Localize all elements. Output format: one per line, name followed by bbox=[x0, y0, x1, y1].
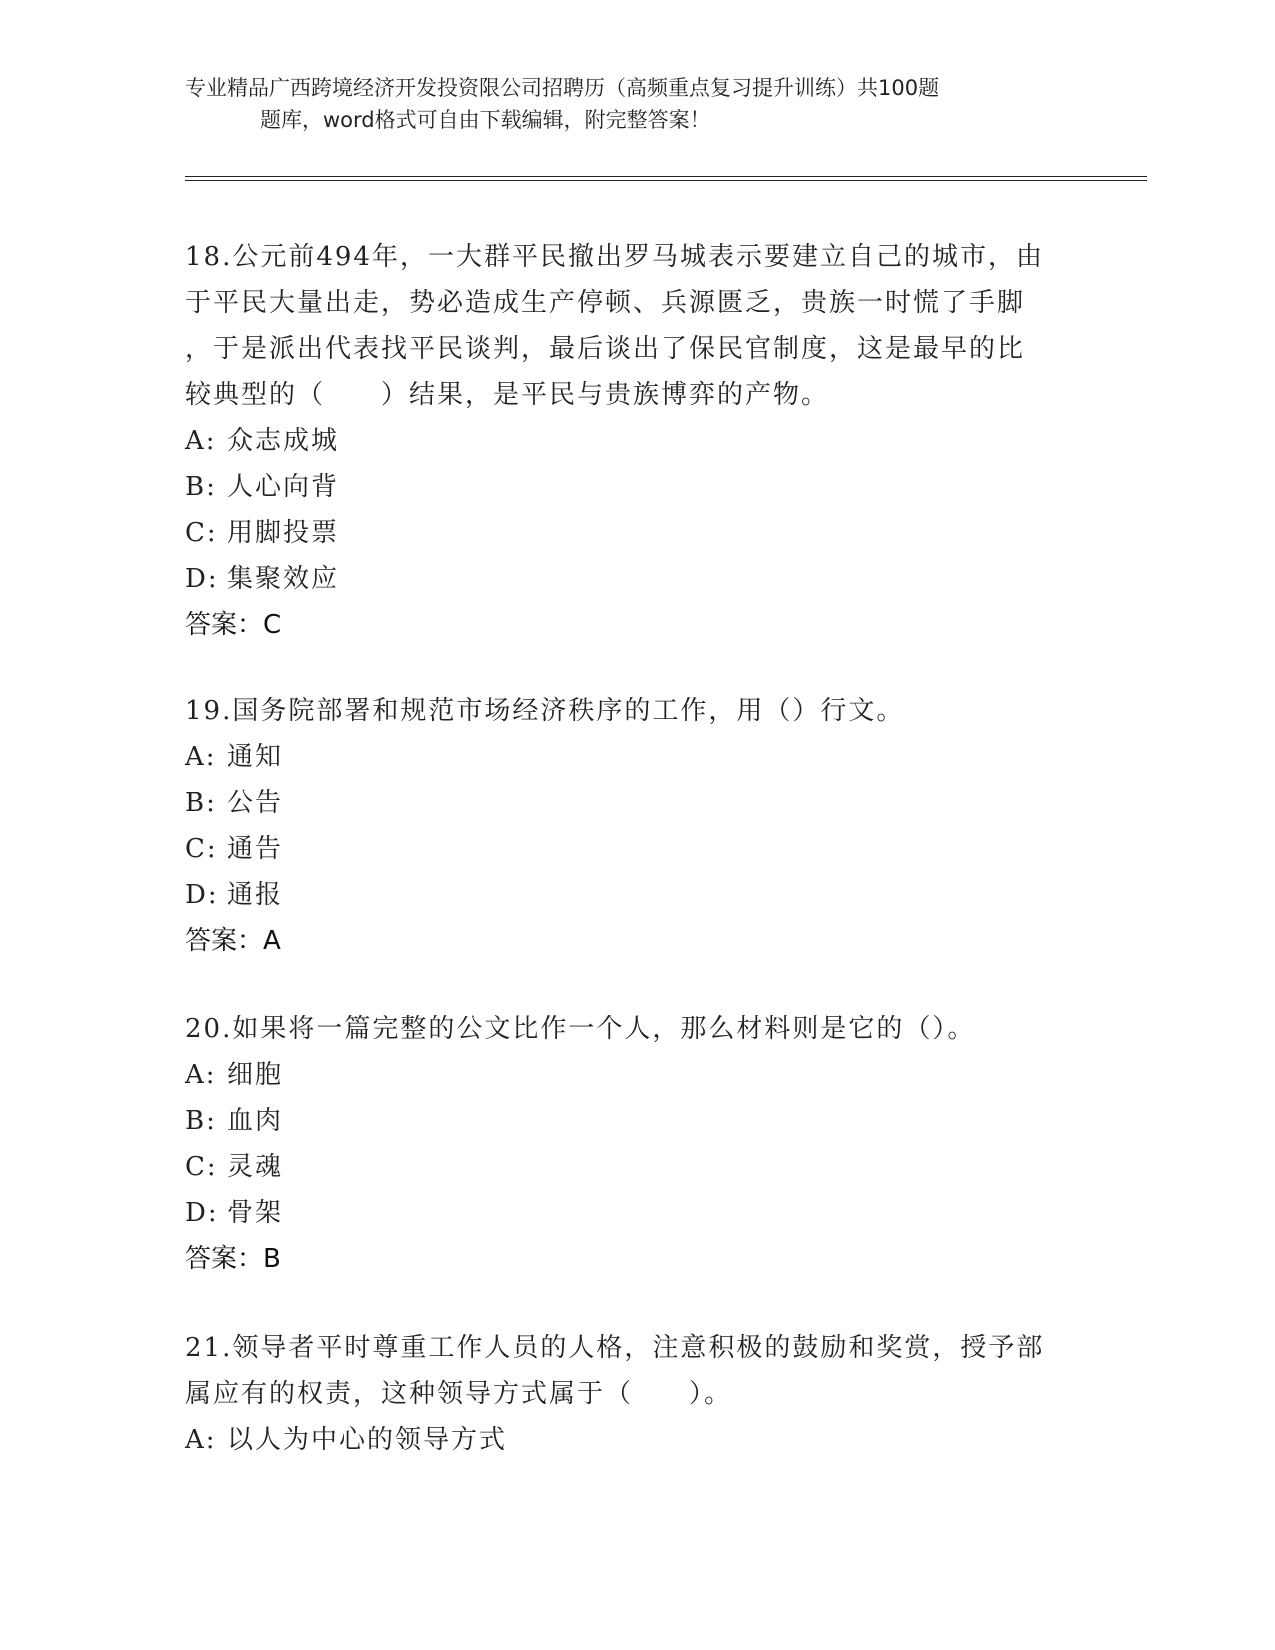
option-key: C: bbox=[185, 834, 218, 864]
option-b bbox=[185, 464, 1065, 510]
option-a bbox=[185, 418, 1065, 464]
option-c bbox=[185, 826, 1065, 872]
option-d bbox=[185, 556, 1065, 602]
option-text: 公告 bbox=[227, 788, 284, 818]
option-key: D: bbox=[185, 880, 219, 910]
option-text: 集聚效应 bbox=[227, 564, 340, 594]
question-stem-line: 较典型的（ ）结果，是平民与贵族博弈的产物。 bbox=[185, 380, 830, 410]
question-stem-line: 21.领导者平时尊重工作人员的人格，注意积极的鼓励和奖赏，授予部 bbox=[185, 1333, 1045, 1363]
option-key: A: bbox=[185, 1060, 217, 1090]
option-text: 以人为中心的领导方式 bbox=[227, 1425, 508, 1455]
option-c bbox=[185, 1144, 1065, 1190]
question-stem-line: 于平民大量出走，势必造成生产停顿、兵源匮乏，贵族一时慌了手脚 bbox=[185, 288, 1026, 318]
option-text: 人心向背 bbox=[227, 472, 340, 502]
option-key: C: bbox=[185, 1152, 218, 1182]
option-key: B: bbox=[185, 788, 217, 818]
answer-label: 答案：B bbox=[185, 1244, 281, 1274]
option-key: B: bbox=[185, 472, 217, 502]
option-text: 血肉 bbox=[227, 1106, 284, 1136]
question-19 bbox=[185, 688, 1065, 964]
question-stem-line: 19.国务院部署和规范市场经济秩序的工作，用（）行文。 bbox=[185, 696, 905, 726]
option-text: 灵魂 bbox=[227, 1152, 284, 1182]
option-key: A: bbox=[185, 742, 217, 772]
header-title-line-2: 题库，word格式可自由下载编辑，附完整答案！ bbox=[260, 108, 711, 132]
option-a bbox=[185, 734, 1065, 780]
document-header bbox=[185, 72, 1085, 136]
option-b bbox=[185, 1098, 1065, 1144]
option-text: 通知 bbox=[227, 742, 284, 772]
option-key: D: bbox=[185, 1198, 219, 1228]
option-key: C: bbox=[185, 518, 218, 548]
option-text: 骨架 bbox=[227, 1198, 284, 1228]
option-b bbox=[185, 780, 1065, 826]
header-divider-bottom bbox=[185, 180, 1147, 181]
option-key: B: bbox=[185, 1106, 217, 1136]
option-text: 通告 bbox=[227, 834, 284, 864]
option-key: A: bbox=[185, 426, 217, 456]
option-d bbox=[185, 1190, 1065, 1236]
option-text: 细胞 bbox=[227, 1060, 284, 1090]
option-text: 通报 bbox=[227, 880, 284, 910]
option-text: 众志成城 bbox=[227, 426, 340, 456]
question-20 bbox=[185, 1006, 1065, 1282]
question-stem-line: 18.公元前494年，一大群平民撤出罗马城表示要建立自己的城市，由 bbox=[185, 242, 1044, 272]
option-text: 用脚投票 bbox=[227, 518, 340, 548]
answer-label: 答案：A bbox=[185, 926, 281, 956]
answer-label: 答案：C bbox=[185, 610, 282, 640]
header-divider-top bbox=[185, 176, 1147, 177]
option-a bbox=[185, 1052, 1065, 1098]
question-stem-line: ，于是派出代表找平民谈判，最后谈出了保民官制度，这是最早的比 bbox=[185, 334, 1026, 364]
option-key: A: bbox=[185, 1425, 217, 1455]
option-d bbox=[185, 872, 1065, 918]
question-18 bbox=[185, 234, 1065, 648]
header-title-line-1: 专业精品广西跨境经济开发投资限公司招聘历（高频重点复习提升训练）共100题 bbox=[185, 76, 940, 100]
option-key: D: bbox=[185, 564, 219, 594]
option-c bbox=[185, 510, 1065, 556]
option-a bbox=[185, 1417, 1065, 1463]
question-stem-line: 20.如果将一篇完整的公文比作一个人，那么材料则是它的（）。 bbox=[185, 1014, 976, 1044]
question-21 bbox=[185, 1325, 1065, 1463]
question-stem-line: 属应有的权责，这种领导方式属于（ ）。 bbox=[185, 1379, 733, 1409]
